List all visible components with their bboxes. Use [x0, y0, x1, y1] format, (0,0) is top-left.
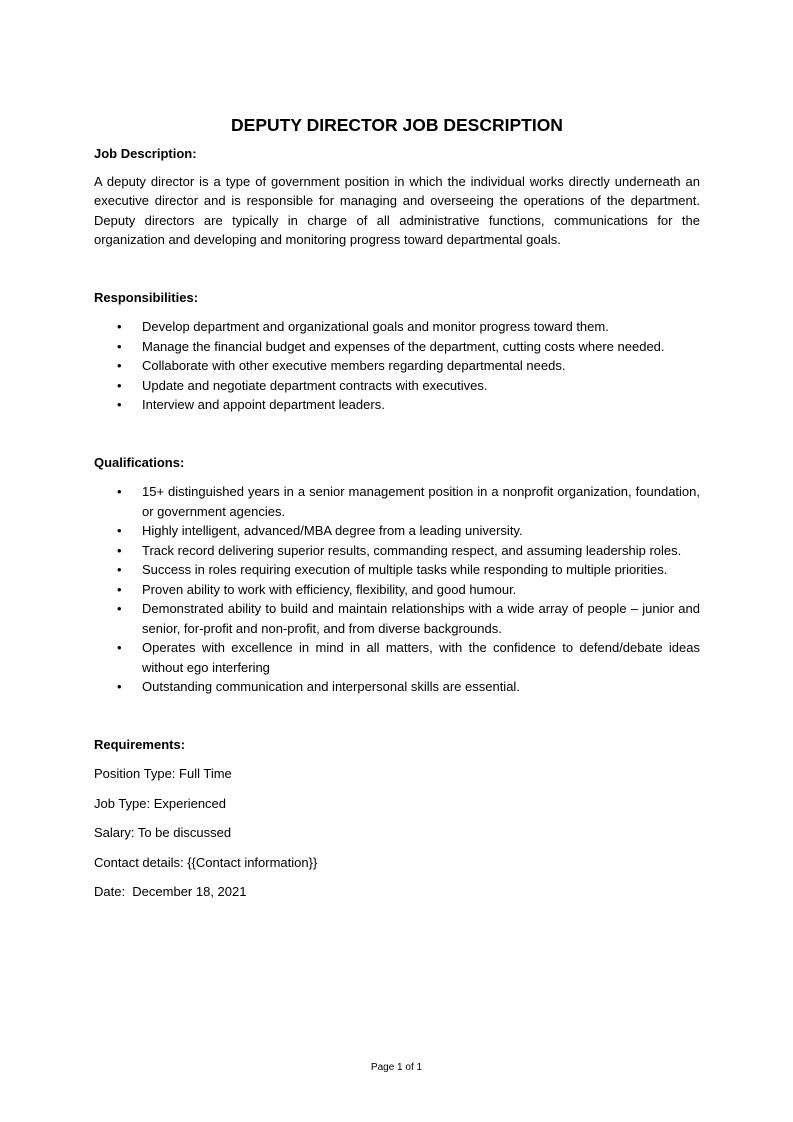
- date: Date: December 18, 2021: [94, 884, 247, 899]
- bullet-icon: •: [117, 377, 122, 393]
- responsibilities-list: [94, 317, 700, 415]
- bullet-icon: •: [117, 679, 122, 694]
- list-item: [94, 638, 700, 677]
- responsibilities-label: Responsibilities:: [94, 289, 199, 305]
- requirements-label: Requirements:: [94, 736, 186, 752]
- salary: Salary: To be discussed: [94, 825, 232, 840]
- bullet-icon: •: [117, 562, 122, 577]
- requirements-section: [94, 735, 700, 902]
- list-item: [94, 356, 700, 376]
- list-item-text: Interview and appoint department leaders.: [142, 397, 385, 412]
- bullet-icon: •: [117, 338, 122, 354]
- position-type: Position Type: Full Time: [94, 766, 232, 781]
- list-item: [94, 599, 700, 638]
- job-description-text: A deputy director is a type of government position in which the individual works directly underneath an executive director and is responsible for managing and overseeing the operations of the department. Deputy directors are typically in charge of all administrative functions, communications for the organization and developing and monitoring progress toward departmental goals.: [94, 173, 700, 247]
- list-item: [94, 521, 700, 541]
- list-item: [94, 376, 700, 396]
- job-description-label: Job Description:: [94, 146, 197, 161]
- list-item-text: Track record delivering superior results, commanding respect, and assuming leadership roles.: [142, 542, 682, 558]
- list-item: [94, 560, 700, 580]
- qualifications-label: Qualifications:: [94, 454, 185, 470]
- list-item-text: Update and negotiate department contracts with executives.: [142, 377, 488, 393]
- contact-details: Contact details: {{Contact information}}: [94, 854, 318, 870]
- bullet-icon: •: [117, 397, 122, 412]
- list-item-text: Operates with excellence in mind in all matters, with the confidence to defend/debate ideas without ego interfering: [142, 640, 700, 675]
- bullet-icon: •: [117, 484, 122, 499]
- responsibilities-section: [94, 288, 700, 415]
- bullet-icon: •: [117, 319, 122, 334]
- document-title: DEPUTY DIRECTOR JOB DESCRIPTION: [231, 115, 563, 135]
- page-footer: Page 1 of 1: [370, 1062, 423, 1073]
- list-item: [94, 482, 700, 521]
- list-item-text: 15+ distinguished years in a senior management position in a nonprofit organization, foundation, or government agencies.: [142, 484, 700, 519]
- list-item-text: Manage the financial budget and expenses of the department, cutting costs where needed.: [142, 338, 665, 354]
- bullet-icon: •: [117, 581, 122, 597]
- document-body: [94, 112, 700, 902]
- list-item: [94, 337, 700, 357]
- list-item-text: Proven ability to work with efficiency, flexibility, and good humour.: [142, 581, 517, 597]
- bullet-icon: •: [117, 601, 122, 616]
- list-item-text: Collaborate with other executive members regarding departmental needs.: [142, 358, 566, 373]
- bullet-icon: •: [117, 523, 122, 538]
- qualifications-section: [94, 453, 700, 697]
- list-item-text: Develop department and organizational goals and monitor progress toward them.: [142, 319, 609, 334]
- list-item: [94, 677, 700, 697]
- list-item-text: Highly intelligent, advanced/MBA degree from a leading university.: [142, 523, 523, 538]
- list-item: [94, 395, 700, 415]
- bullet-icon: •: [117, 358, 122, 373]
- list-item: [94, 317, 700, 337]
- list-item: [94, 580, 700, 600]
- bullet-icon: •: [117, 542, 122, 558]
- bullet-icon: •: [117, 640, 122, 655]
- qualifications-list: [94, 482, 700, 697]
- list-item-text: Demonstrated ability to build and maintain relationships with a wide array of people – junior and senior, for-profit and non-profit, and from diverse backgrounds.: [142, 601, 700, 636]
- job-type: Job Type: Experienced: [94, 795, 227, 811]
- list-item-text: Outstanding communication and interpersonal skills are essential.: [142, 679, 520, 694]
- list-item: [94, 541, 700, 561]
- list-item-text: Success in roles requiring execution of multiple tasks while responding to multiple priorities.: [142, 562, 668, 577]
